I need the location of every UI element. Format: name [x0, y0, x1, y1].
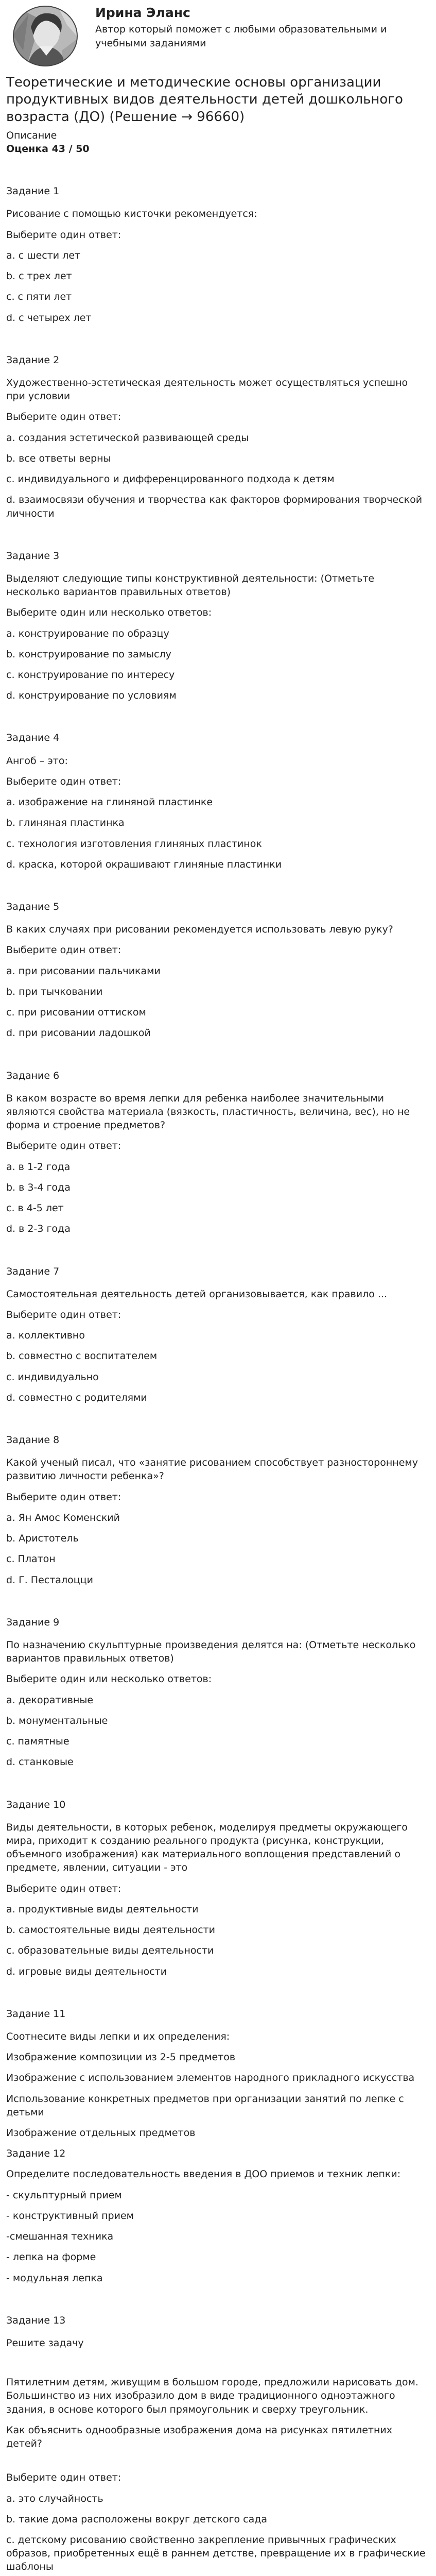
answer-prompt: Выберите один ответ:: [6, 2472, 121, 2484]
sequence-item: - скульптурный прием: [6, 2189, 122, 2201]
answer-prompt: Выберите один ответ:: [6, 944, 121, 956]
task-4: [6, 731, 430, 871]
task-question: Какой ученый писал, что «занятие рисованием способствует разностороннему развитию личности ребенка»?: [6, 1457, 418, 1482]
answer-option-a[interactable]: a. изображение на глиняной пластинке: [6, 796, 213, 808]
sequence-item: -смешанная техника: [6, 2231, 114, 2243]
sequence-item: - модульная лепка: [6, 2272, 103, 2284]
answer-option-c[interactable]: c. Платон: [6, 1553, 56, 1565]
answer-option-c[interactable]: c. конструирование по интересу: [6, 669, 175, 681]
answer-prompt: Выберите один ответ:: [6, 1309, 121, 1320]
task-question: В каком возрасте во время лепки для ребенка наиболее значительными являются свойства материала (вязкость, пластичность, величина, вес), но не форма и строение предметов?: [6, 1092, 410, 1131]
answer-prompt: Выберите один или несколько ответов:: [6, 607, 212, 619]
answer-option-b[interactable]: b. при тычковании: [6, 986, 103, 997]
task-1: [6, 184, 430, 325]
answer-option-b[interactable]: b. монументальные: [6, 1715, 108, 1726]
task-11: [6, 2007, 430, 2140]
author-info: [95, 4, 430, 50]
answer-prompt: Выберите один ответ:: [6, 1140, 121, 1152]
answer-option-a[interactable]: a. создания эстетической развивающей среды: [6, 432, 249, 444]
answer-option-d[interactable]: d. игровые виды деятельности: [6, 1965, 167, 1977]
answer-option-d[interactable]: d. взаимосвязи обучения и творчества как факторов формирования творческой личности: [6, 494, 423, 519]
answer-option-a[interactable]: a. при рисовании пальчиками: [6, 965, 161, 977]
task-title: Задание 7: [6, 1265, 60, 1277]
task-title: Задание 12: [6, 2148, 66, 2160]
answer-prompt: Выберите один ответ:: [6, 775, 121, 787]
answer-option-c[interactable]: c. технология изготовления глиняных пластинок: [6, 838, 262, 850]
author-block: [6, 0, 430, 69]
task-sub-question: Как объяснить однообразные изображения дома на рисунках пятилетних детей?: [6, 2424, 393, 2450]
task-title: Задание 13: [6, 2314, 66, 2326]
task-3: [6, 549, 430, 703]
task-7: [6, 1265, 430, 1405]
task-5: [6, 900, 430, 1040]
answer-option-b[interactable]: b. совместно с воспитателем: [6, 1350, 158, 1362]
task-6: [6, 1069, 430, 1236]
task-12: [6, 2147, 430, 2285]
task-title: Задание 3: [6, 550, 60, 562]
answer-option-d[interactable]: d. станковые: [6, 1756, 74, 1768]
document-title: Теоретические и методические основы организации продуктивных видов деятельности детей дошкольного возраста (ДО) (Решение → 96660): [6, 75, 403, 125]
task-title: Задание 6: [6, 1070, 60, 1081]
task-9: [6, 1616, 430, 1769]
task-question: Соотнесите виды лепки и их определения:: [6, 2030, 230, 2042]
grade: Оценка 43 / 50: [6, 143, 90, 155]
answer-option-c[interactable]: c. индивидуального и дифференцированного подхода к детям: [6, 473, 335, 485]
answer-option-b[interactable]: b. такие дома расположены вокруг детского сада: [6, 2513, 267, 2525]
description-label: Описание: [6, 129, 57, 141]
answer-option-a[interactable]: a. с шести лет: [6, 249, 81, 261]
answer-prompt: Выберите один ответ:: [6, 1883, 121, 1894]
task-title: Задание 5: [6, 901, 60, 913]
answer-prompt: Выберите один ответ:: [6, 411, 121, 423]
answer-option-a[interactable]: a. это случайность: [6, 2493, 103, 2504]
answer-option-b[interactable]: b. самостоятельные виды деятельности: [6, 1924, 215, 1936]
task-title: Задание 8: [6, 1434, 60, 1446]
answer-option-a[interactable]: a. в 1-2 года: [6, 1161, 71, 1173]
answer-option-a[interactable]: a. Ян Амос Коменский: [6, 1512, 120, 1523]
task-question: Ангоб – это:: [6, 755, 68, 767]
answer-option-b[interactable]: b. все ответы верны: [6, 452, 111, 464]
task-8: [6, 1433, 430, 1587]
task-question: Рисование с помощью кисточки рекомендуется:: [6, 208, 257, 220]
answer-option-a[interactable]: a. коллективно: [6, 1330, 85, 1342]
task-title: Задание 1: [6, 185, 60, 197]
task-13: [6, 2314, 430, 2576]
task-question: Определите последовательность введения в ДОО приемов и техник лепки:: [6, 2168, 401, 2180]
author-description: Автор который поможет с любыми образовательными и учебными заданиями: [95, 24, 387, 49]
sequence-item: - конструктивный прием: [6, 2210, 134, 2222]
task-question: В каких случаях при рисовании рекомендуется использовать левую руку?: [6, 924, 393, 936]
answer-option-b[interactable]: b. в 3-4 года: [6, 1181, 71, 1193]
answer-option-d[interactable]: d. конструирование по условиям: [6, 690, 177, 702]
task-question: Виды деятельности, в которых ребенок, моделируя предметы окружающего мира, приходит к созданию реального продукта (рисунка, конструкции, объемного изображения) как материального воплощения представлений о предмете, явлении, ситуации - это: [6, 1821, 408, 1874]
answer-option-a[interactable]: a. декоративные: [6, 1694, 94, 1706]
task-title: Задание 10: [6, 1799, 66, 1810]
tasks-list: [6, 184, 430, 1978]
task-title: Задание 9: [6, 1616, 60, 1628]
task-question: Художественно-эстетическая деятельность может осуществляться успешно при условии: [6, 377, 408, 402]
match-item: Изображение отдельных предметов: [6, 2127, 196, 2139]
task-story: Пятилетним детям, живущим в большом городе, предложили нарисовать дом. Большинство из них изобразило дом в виде традиционного одноэтажного здания, в основе которого был прямоугольник и сверху треугольник.: [6, 2377, 418, 2415]
answer-option-c[interactable]: c. индивидуально: [6, 1371, 99, 1383]
answer-option-c[interactable]: c. образовательные виды деятельности: [6, 1945, 214, 1957]
task-title: Задание 4: [6, 732, 60, 744]
answer-option-c[interactable]: c. детскому рисованию свойственно закрепление привычных графических образов, приобретенных ещё в раннем детстве, превращение их в графические шаблоны: [6, 2534, 426, 2573]
answer-option-d[interactable]: d. краска, которой окрашивают глиняные пластинки: [6, 858, 282, 870]
answer-option-d[interactable]: d. при рисовании ладошкой: [6, 1027, 151, 1039]
answer-option-d[interactable]: d. с четырех лет: [6, 312, 92, 324]
answer-option-a[interactable]: a. продуктивные виды деятельности: [6, 1903, 199, 1915]
answer-option-c[interactable]: c. памятные: [6, 1736, 69, 1748]
match-item: Изображение композиции из 2-5 предметов: [6, 2052, 236, 2063]
answer-prompt: Выберите один ответ:: [6, 1491, 121, 1503]
task-question: По назначению скульптурные произведения делятся на: (Отметьте несколько вариантов правильных ответов): [6, 1639, 416, 1665]
task-question: Самостоятельная деятельность детей организовывается, как правило ...: [6, 1288, 387, 1300]
answer-option-d[interactable]: d. совместно с родителями: [6, 1392, 147, 1403]
answer-option-c[interactable]: c. в 4-5 лет: [6, 1202, 64, 1214]
task-10: [6, 1798, 430, 1978]
author-name[interactable]: Ирина Эланс: [95, 5, 190, 20]
answer-option-c[interactable]: c. при рисовании оттиском: [6, 1007, 146, 1019]
answer-prompt: Выберите один ответ:: [6, 229, 121, 241]
answer-option-a[interactable]: a. конструирование по образцу: [6, 628, 169, 639]
task-title: Задание 11: [6, 2008, 66, 2020]
task-question: Решите задачу: [6, 2337, 84, 2349]
sequence-item: - лепка на форме: [6, 2251, 96, 2263]
task-2: [6, 353, 430, 520]
answer-option-b[interactable]: b. Аристотель: [6, 1533, 79, 1545]
answer-option-b[interactable]: b. конструирование по замыслу: [6, 648, 171, 660]
answer-option-b[interactable]: b. глиняная пластинка: [6, 817, 125, 829]
answer-option-b[interactable]: b. с трех лет: [6, 270, 72, 282]
match-item: Изображение с использованием элементов народного прикладного искусства: [6, 2072, 415, 2084]
match-item: Использование конкретных предметов при организации занятий по лепке с детьми: [6, 2093, 404, 2118]
task-question: Выделяют следующие типы конструктивной деятельности: (Отметьте несколько вариантов правильных ответов): [6, 572, 375, 598]
author-avatar[interactable]: [5, 4, 85, 69]
task-title: Задание 2: [6, 354, 60, 366]
answer-prompt: Выберите один или несколько ответов:: [6, 1673, 212, 1685]
answer-option-d[interactable]: d. Г. Песталоцци: [6, 1574, 93, 1586]
answer-option-d[interactable]: d. в 2-3 года: [6, 1223, 71, 1235]
answer-option-c[interactable]: c. с пяти лет: [6, 291, 72, 303]
